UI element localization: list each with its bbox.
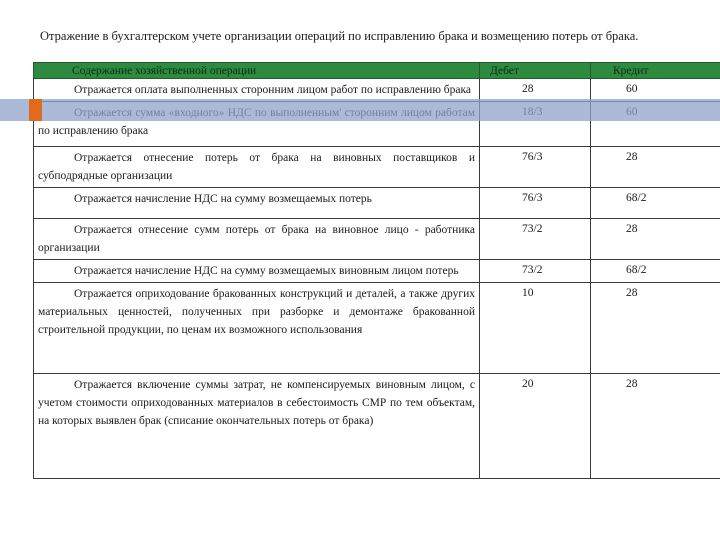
document-title: Отражение в бухгалтерском учете организации операций по исправлению брака и возмещению потерь от брака. xyxy=(40,29,639,43)
accounting-entries-table xyxy=(33,62,720,479)
row-credit: 68/2 xyxy=(591,188,720,219)
header-debit: Дебет xyxy=(480,63,591,79)
row-debit: 28 xyxy=(480,79,591,102)
table-row xyxy=(34,219,720,260)
row-description: Отражается начисление НДС на сумму возмещаемых виновным лицом потерь xyxy=(34,260,480,283)
header-content: Содержание хозяйственной операции xyxy=(34,63,480,79)
row-credit: 28 xyxy=(591,374,720,479)
table-row xyxy=(34,374,720,479)
highlight-band xyxy=(0,99,720,121)
row-description: Отражается начисление НДС на сумму возмещаемых потерь xyxy=(34,188,480,219)
row-debit: 73/2 xyxy=(480,260,591,283)
header-credit: Кредит xyxy=(591,63,720,79)
row-credit: 28 xyxy=(591,219,720,260)
row-description: по исправлению брака xyxy=(34,102,480,147)
row-description: Отражается оплата выполненных сторонним лицом работ по исправлению брака xyxy=(34,79,480,102)
table-row xyxy=(34,260,720,283)
table-header-row xyxy=(34,63,720,79)
row-credit: 28 xyxy=(591,283,720,374)
slide-marker xyxy=(29,99,42,121)
row-description: Отражается отнесение потерь от брака на виновных поставщиков и субподрядные организации xyxy=(34,147,480,188)
row-description: Отражается отнесение сумм потерь от брака на виновное лицо - работника организации xyxy=(34,219,480,260)
row-debit: 76/3 xyxy=(480,188,591,219)
row-debit: 10 xyxy=(480,283,591,374)
row-credit: 28 xyxy=(591,147,720,188)
row-debit: 20 xyxy=(480,374,591,479)
row-debit: 73/2 xyxy=(480,219,591,260)
row-credit: 60 xyxy=(591,79,720,102)
table-row xyxy=(34,147,720,188)
table-row xyxy=(34,188,720,219)
row-description: Отражается оприходование бракованных конструкций и деталей, а также других материальных ценностей, полученных при разборке и демонтаже бракованной строительной продукции, по ценам их возможного использования xyxy=(34,283,480,374)
row-description: Отражается включение суммы затрат, не компенсируемых виновным лицом, с учетом стоимости оприходованных материалов в себестоимость СМР по тем объектам, на которых выявлен брак (списание окончательных потерь от брака) xyxy=(34,374,480,479)
row-debit: 76/3 xyxy=(480,147,591,188)
row-credit: 68/2 xyxy=(591,260,720,283)
table-row xyxy=(34,283,720,374)
